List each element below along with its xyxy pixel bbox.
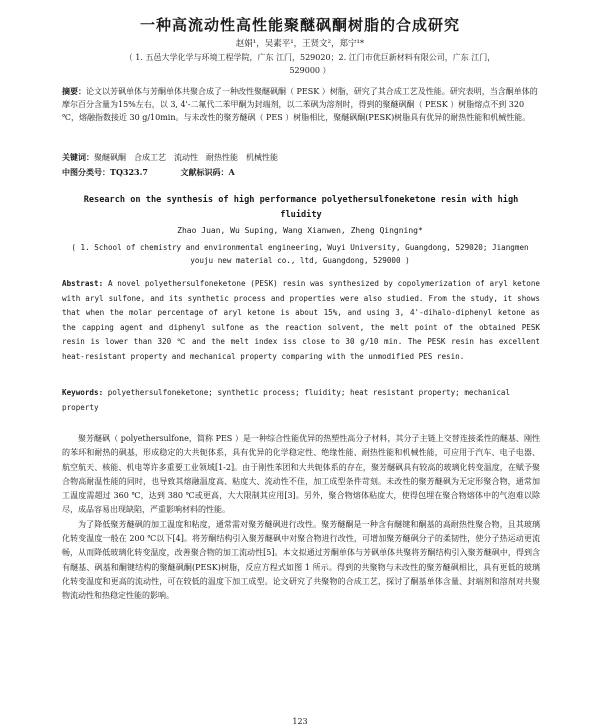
- doc-code-value: A: [228, 167, 235, 177]
- clc-value: TQ323.7: [110, 167, 148, 177]
- doc-code-group: [181, 168, 235, 177]
- keywords-chinese-text: 聚醚砜酮 合成工艺 流动性 耐热性能 机械性能: [94, 153, 278, 162]
- abstract-english-text: A novel polyethersulfoneketone (PESK) resin was synthesized by copolymerization of aryl ketone with aryl sulfone, and its synthetic process and properties were also studied. From the study, it shows that when the molar percentage of aryl ketone is about 15%, and using 3, 4'-dihalo-diphenyl ketone as the capping agent and diphenyl sulfone as the reaction solvent, the melt point of the obtained PESK resin is lower than 320 ℃ and the melt index iss close to 30 g/10 min. The PESK resin has excellent heat-resistant property and mechanical property comparing with the unmodified PES resin.: [62, 279, 540, 361]
- title-english: Research on the synthesis of high performance polyethersulfoneketone resin with high fluidity: [83, 195, 519, 220]
- affiliation-english: ( 1. School of chemistry and environmental engineering, Wuyi University, Guangdong, 529020; Jiangmen youju new material co., ltd, Guangdong, 529000 ): [71, 243, 529, 265]
- keywords-english-text: polyethersulfoneketone; synthetic process; fluidity; heat resistant property; mechanical property: [62, 388, 511, 412]
- abstract-english-label: Abstrast:: [62, 279, 104, 288]
- clc-label: 中图分类号：: [62, 167, 110, 177]
- page-number: 123: [292, 717, 308, 726]
- abstract-chinese: [62, 85, 540, 124]
- affiliation-chinese: （ 1. 五邑大学化学与环境工程学院，广东 江门，529020；2. 江门市优巨新材料有限公司，广东 江门，529000 ）: [124, 53, 496, 75]
- authors-chinese: 赵娟¹，吴素平¹，王贤文²，郑宁¹*: [235, 39, 365, 49]
- classification-line: [62, 166, 540, 179]
- body-paragraph-2: 为了降低聚芳醚砜的加工温度和粘度，通常需对聚芳醚砜进行改性。聚芳醚酮是一种含有醚键和酮基的高耐热性聚合物，且其玻璃化转变温度一般在 200 ℃以下[4]。将芳酮结构引入聚芳醚砜中对聚合物进行改性，可增加聚芳醚砜分子的柔韧性，使分子热运动更流畅，从而降低玻璃化转变温度，改善聚合物的加工流动性[5]。本文拟通过芳酮单体与芳砜单体共聚将芳酮结构引入聚芳醚砜中，得到含有醚基、砜基和酮键结构的聚醚砜酮(PESK)树脂，反应方程式如图 1 所示。得到的共聚物与未改性的聚芳醚砜相比，具有更低的玻璃化转变温度和更高的流动性，可在较低的温度下加工成型。论文研究了共聚物的合成工艺，探讨了酮基单体含量、封端剂和溶剂对共聚物流动性和热稳定性能的影响。: [62, 519, 540, 601]
- keywords-english-label: Keywords:: [62, 388, 104, 397]
- body-paragraph-1: 聚芳醚砜（ polyethersulfone，简称 PES ）是一种综合性能优异的热塑性高分子材料，其分子主链上交替连接柔性的醚基、刚性的苯环和耐热的砜基，形成稳定的大共轭体系，具有优异的化学稳定性、绝缘性能、耐热性能和机械性能，可应用于汽车、电子电器、航空航天、核能、机电等许多重要工业领域[1-2]。由于刚性苯团和大共轭体系的存在，聚芳醚砜具有较高的玻璃化转变温度，在赋予聚合物高耐温性能的同时，也导致其熔融温度高、粘度大、流动性不佳，加工成型条件苛刻。未改性的聚芳醚砜为无定形聚合物，通常加工温度需超过 360 ℃，达到 380 ℃或更高，大大限制其应用[3]。另外，聚合物熔体粘度大，使得包埋在聚合物熔体中的气泡难以除尽，成品容易出现缺陷，严重影响材料的性能。: [62, 434, 540, 515]
- doc-code-label: 文献标识码：: [180, 167, 229, 177]
- abstract-chinese-text: 论文以芳砜单体与芳酮单体共聚合成了一种改性聚醚砜酮（ PESK ）树脂，研究了其合成工艺及性能。研究表明，当含酮单体的摩尔百分含量为15%左右，以 3, 4'-二氟代二苯甲酮为封端剂，以二苯砜为溶剂时，得到的聚醚砜酮（ PESK ）树脂熔点不到 320 ℃，熔融指数接近 30 g/10min。与未改性的聚芳醚砜（ PES ）树脂相比，聚醚砜酮(PESK)树脂具有优异的耐热性能和机械性能。: [62, 87, 538, 122]
- abstract-chinese-label: 摘要：: [62, 86, 86, 96]
- keywords-chinese-label: 关键词：: [62, 152, 94, 162]
- title-chinese: 一种高流动性高性能聚醚砜酮树脂的合成研究: [139, 16, 460, 34]
- body-text: [62, 432, 540, 604]
- abstract-english: [62, 277, 540, 364]
- authors-english: Zhao Juan, Wu Suping, Wang Xianwen, Zheng Qingning*: [177, 226, 423, 235]
- keywords-chinese: [62, 151, 540, 164]
- keywords-english: [62, 386, 540, 415]
- clc-group: [62, 168, 148, 177]
